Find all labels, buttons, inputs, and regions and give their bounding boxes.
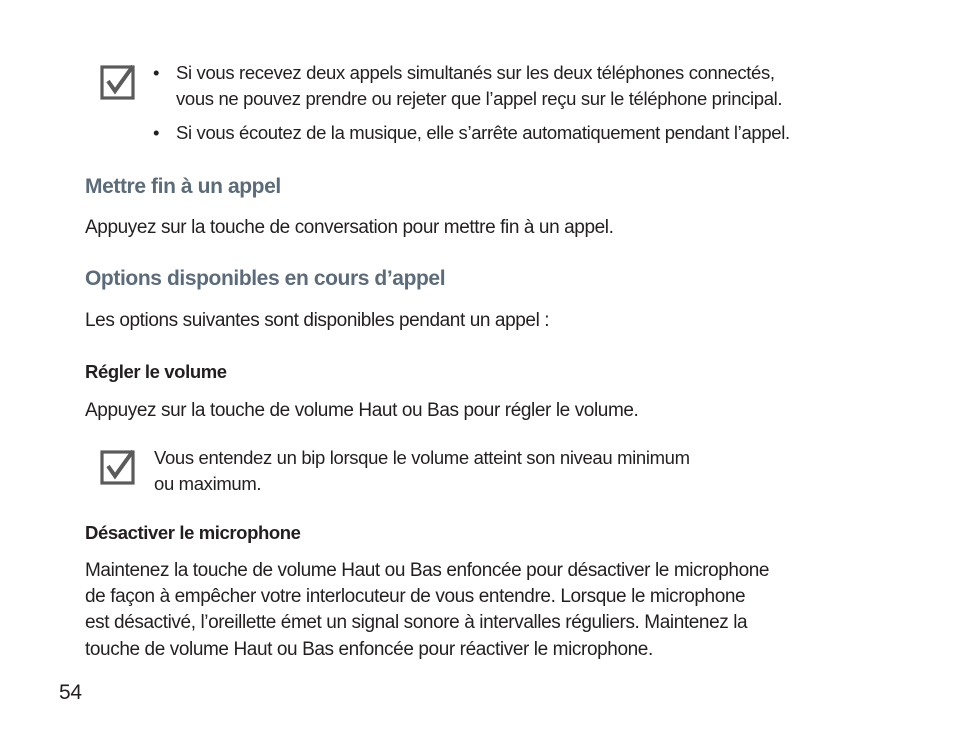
section-heading-options: Options disponibles en cours d’appel <box>85 267 446 290</box>
checkbox-icon <box>100 64 136 100</box>
subheading-volume: Régler le volume <box>85 361 227 382</box>
section-heading-end-call: Mettre fin à un appel <box>85 175 281 198</box>
note-bullet-line: Si vous écoutez de la musique, elle s’arrête automatiquement pendant l’appel. <box>176 122 790 143</box>
page-number: 54 <box>59 681 82 704</box>
note-bullet-line: vous ne pouvez prendre ou rejeter que l’appel reçu sur le téléphone principal. <box>176 88 783 109</box>
note-bullet-line: Si vous recevez deux appels simultanés sur les deux téléphones connectés, <box>176 62 775 83</box>
paragraph-line: de façon à empêcher votre interlocuteur de vous entendre. Lorsque le microphone <box>85 586 746 607</box>
checkbox-icon <box>100 449 136 485</box>
paragraph-line: est désactivé, l’oreillette émet un signal sonore à intervalles réguliers. Maintenez la <box>85 612 748 633</box>
note-text-line: ou maximum. <box>154 473 262 494</box>
section-body-options: Les options suivantes sont disponibles pendant un appel : <box>85 310 550 331</box>
paragraph-line: Maintenez la touche de volume Haut ou Bas enfoncée pour désactiver le microphone <box>85 560 770 581</box>
bullet-marker: • <box>153 62 160 83</box>
subheading-microphone: Désactiver le microphone <box>85 522 301 543</box>
section-body-volume: Appuyez sur la touche de volume Haut ou Bas pour régler le volume. <box>85 400 639 421</box>
paragraph-line: touche de volume Haut ou Bas enfoncée pour réactiver le microphone. <box>85 639 653 660</box>
bullet-marker: • <box>153 122 160 143</box>
section-body-end-call: Appuyez sur la touche de conversation pour mettre fin à un appel. <box>85 217 614 238</box>
note-text-line: Vous entendez un bip lorsque le volume atteint son niveau minimum <box>154 447 690 468</box>
